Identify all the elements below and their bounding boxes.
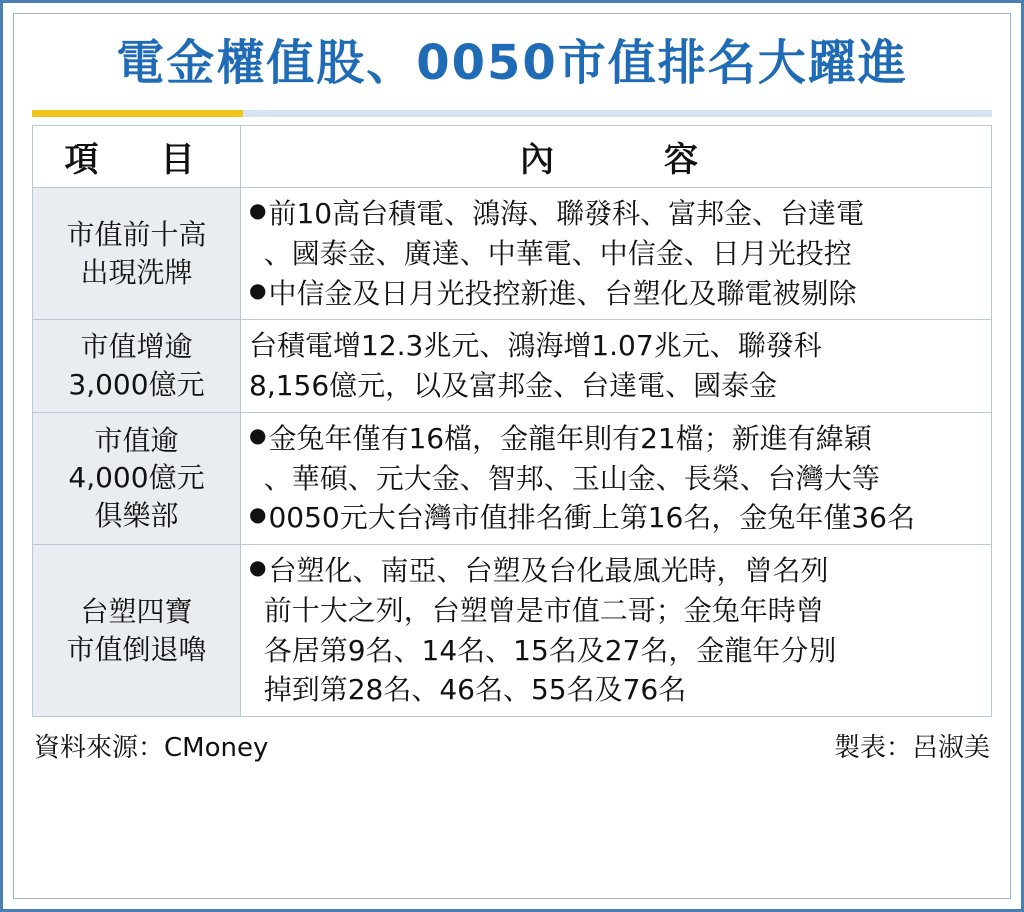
row-item-line: 台塑四寶 — [80, 594, 193, 628]
content-text: 金兔年僅有16檔，金龍年則有21檔；新進有緯穎 — [268, 421, 872, 455]
row-item-line: 市值前十高 — [66, 217, 207, 251]
title-divider — [32, 110, 992, 117]
content-text: 各居第9名、14名、15名及27名，金龍年分別 — [263, 633, 837, 667]
column-header-item: 項 目 — [33, 126, 241, 188]
row-item-label — [33, 320, 241, 413]
title-bar — [14, 14, 1010, 106]
content-text: 、華碩、元大金、智邦、玉山金、長榮、台灣大等 — [263, 461, 880, 495]
content-text: 8,156億元，以及富邦金、台達電、國泰金 — [249, 369, 778, 402]
content-text: 、國泰金、廣達、中華電、中信金、日月光投控 — [263, 236, 852, 270]
row-item-label — [33, 545, 241, 717]
bullet-icon: ● — [249, 502, 267, 527]
content-cont-line — [249, 459, 983, 499]
bullet-icon: ● — [249, 198, 267, 222]
content-bullet-line — [249, 498, 983, 538]
data-table — [32, 125, 992, 717]
bullet-spacer — [249, 670, 264, 702]
page-title: 電金權值股、0050市值排名大躍進 — [116, 35, 908, 91]
row-content — [241, 545, 992, 717]
content-text: 台塑化、南亞、台塑及台化最風光時，曾名列 — [268, 554, 829, 587]
bullet-spacer — [249, 631, 264, 663]
content-text: 前十大之列，台塑曾是市值二哥；金兔年時曾 — [263, 593, 824, 627]
table-row — [33, 320, 992, 413]
bullet-spacer — [249, 591, 264, 623]
content-text: 0050元大台灣市值排名衝上第16名，金兔年僅36名 — [268, 501, 915, 535]
row-item-label — [33, 412, 241, 544]
table-row — [33, 545, 992, 717]
row-item-line: 市值倒退嚕 — [66, 632, 207, 666]
row-item-line: 4,000億元 — [68, 461, 205, 495]
table-head — [33, 126, 992, 188]
source-label: 資料來源：CMoney — [34, 733, 269, 763]
content-bullet-line — [249, 194, 983, 234]
bullet-icon: ● — [249, 555, 267, 579]
content-cont-line — [249, 631, 983, 671]
column-header-content: 內 容 — [241, 126, 992, 188]
row-item-label — [33, 188, 241, 320]
row-item-line: 出現洗牌 — [80, 255, 193, 289]
bullet-spacer — [249, 459, 264, 491]
row-item-line: 市值增逾 — [80, 330, 193, 364]
content-cont-line — [249, 234, 983, 274]
row-item-line: 3,000億元 — [68, 368, 205, 401]
table-header-row — [33, 126, 992, 188]
content-cont-line — [249, 591, 983, 631]
row-item-line: 俱樂部 — [94, 499, 179, 533]
row-content — [241, 320, 992, 413]
bullet-spacer — [249, 234, 264, 266]
table-row — [33, 412, 992, 544]
infographic-inner-frame — [13, 13, 1011, 899]
content-cont-line — [249, 670, 983, 710]
content-text: 台積電增12.3兆元、鴻海增1.07兆元、聯發科 — [249, 329, 822, 363]
bullet-icon: ● — [249, 422, 267, 447]
content-text: 中信金及日月光投控新進、台塑化及聯電被剔除 — [268, 276, 857, 310]
row-content — [241, 412, 992, 544]
row-content — [241, 188, 992, 320]
table-body — [33, 188, 992, 717]
row-item-line: 市值逾 — [94, 423, 179, 457]
content-text: 前10高台積電、鴻海、聯發科、富邦金、台達電 — [268, 197, 865, 230]
content-bullet-line — [249, 551, 983, 591]
author-label: 製表：呂淑美 — [833, 733, 990, 763]
bullet-icon: ● — [249, 277, 267, 302]
footer — [34, 727, 990, 764]
content-bullet-line — [249, 419, 983, 459]
content-text: 掉到第28名、46名、55名及76名 — [263, 673, 687, 707]
table-row — [33, 188, 992, 320]
content-bullet-line — [249, 274, 983, 314]
